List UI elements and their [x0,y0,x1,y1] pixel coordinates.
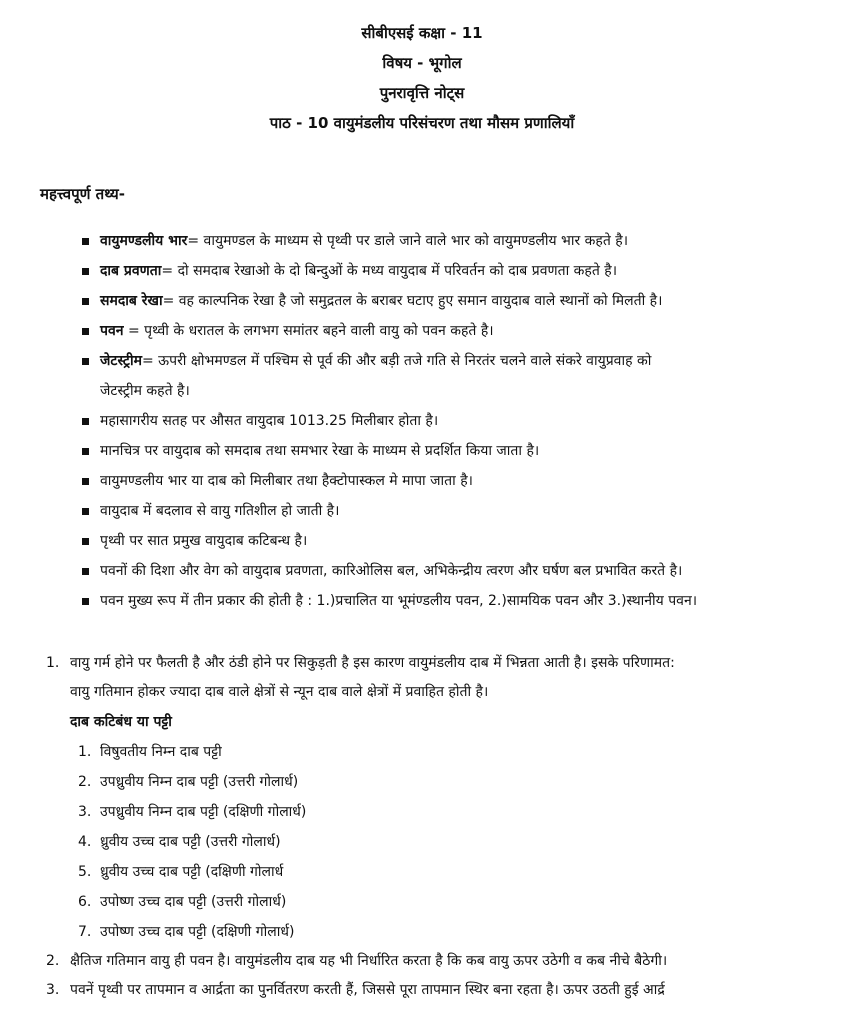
fact-text: पवनों की दिशा और वेग को वायुदाब प्रवणता, कारिओलिस बल, अभिकेन्द्रीय त्वरण और घर्षण बल प्रभावित करते है। [100,563,683,579]
fact-item [80,346,830,406]
point-number: 1. [46,655,60,671]
fact-item [80,436,830,466]
fact-text: पृथ्वी पर सात प्रमुख वायुदाब कटिबन्ध है। [100,533,308,549]
fact-item [80,286,830,316]
belt-item [70,857,836,887]
belt-item [70,797,836,827]
fact-item [80,256,830,286]
belt-text: उपोष्ण उच्च दाब पट्टी (दक्षिणी गोलार्ध) [100,924,295,940]
fact-term: पवन [100,323,124,339]
fact-item [80,316,830,346]
facts-heading: महत्त्वपूर्ण तथ्य- [40,185,125,203]
numbered-points [46,649,836,1005]
belt-text: उपध्रुवीय निम्न दाब पट्टी (उत्तरी गोलार्ध) [100,774,299,790]
belt-number: 5. [78,864,92,880]
fact-text: मानचित्र पर वायुदाब को समदाब तथा समभार रेखा के माध्यम से प्रदर्शित किया जाता है। [100,443,540,459]
pressure-belts-heading: दाब कटिबंध या पट्टी [70,714,172,730]
point-number: 3. [46,982,60,998]
point-1 [46,649,836,947]
fact-text: = वह काल्पनिक रेखा है जो समुद्रतल के बराबर घटाए हुए समान वायुदाब वाले स्थानों को मिलती है। [162,293,663,309]
fact-term: समदाब रेखा [100,293,163,309]
fact-item [80,496,830,526]
square-bullet-icon [82,238,89,245]
fact-item [80,226,830,256]
belt-number: 7. [78,924,92,940]
belt-number: 3. [78,804,92,820]
square-bullet-icon [82,448,89,455]
belt-item [70,827,836,857]
belt-number: 2. [78,774,92,790]
fact-term: दाब प्रवणता [100,263,162,279]
square-bullet-icon [82,538,89,545]
fact-text: महासागरीय सतह पर औसत वायुदाब 1013.25 मिलीबार होता है। [100,413,439,429]
point-text: वायु गर्म होने पर फैलती है और ठंडी होने पर सिकुड़ती है इस कारण वायुमंडलीय दाब में भिन्नता आती है। इसके परिणामत: [70,655,675,671]
point-2 [46,947,836,976]
point-text: क्षैतिज गतिमान वायु ही पवन है। वायुमंडलीय दाब यह भी निर्धारित करता है कि कब वायु ऊपर उठेगी व कब नीचे बैठेगी। [70,953,668,969]
fact-term: जेटस्ट्रीम [100,353,142,369]
fact-text: = पृथ्वी के धरातल के लगभग समांतर बहने वाली वायु को पवन कहते है। [123,323,494,339]
point-number: 2. [46,953,60,969]
belt-number: 6. [78,894,92,910]
belt-number: 1. [78,744,92,760]
facts-list [80,226,830,616]
fact-item [80,466,830,496]
square-bullet-icon [82,568,89,575]
belt-text: ध्रुवीय उच्च दाब पट्टी (उत्तरी गोलार्ध) [100,834,281,850]
fact-term: वायुमण्डलीय भार [100,233,188,249]
fact-text-continued: जेटस्ट्रीम कहते है। [100,383,190,399]
square-bullet-icon [82,268,89,275]
fact-text: = ऊपरी क्षोभमण्डल में पश्चिम से पूर्व की और बड़ी तजे गति से निरतंर चलने वाले संकरे वायुप्रवाह को [141,353,652,369]
belt-item [70,767,836,797]
fact-item [80,556,830,586]
fact-text: = दो समदाब रेखाओ के दो बिन्दुओं के मध्य वायुदाब में परिवर्तन को दाब प्रवणता कहते है। [161,263,618,279]
fact-text: वायुमण्डलीय भार या दाब को मिलीबार तथा हैक्टोपास्कल मे मापा जाता है। [100,473,473,489]
point-3 [46,976,836,1005]
belt-item [70,917,836,947]
document-header [0,18,844,138]
point-text: वायु गतिमान होकर ज्यादा दाब वाले क्षेत्रों से न्यून दाब वाले क्षेत्रों में प्रवाहित होती है। [70,684,489,700]
square-bullet-icon [82,598,89,605]
chapter-title: पाठ - 10 वायुमंडलीय परिसंचरण तथा मौसम प्रणालियाँ [269,114,575,132]
subject-title: विषय - भूगोल [382,54,462,72]
square-bullet-icon [82,508,89,515]
point-text: पवनें पृथ्वी पर तापमान व आर्द्रता का पुनर्वितरण करती हैं, जिससे पूरा तापमान स्थिर बना रहता है। ऊपर उठती हुई आर्द्र [70,982,665,998]
square-bullet-icon [82,478,89,485]
belt-text: उपोष्ण उच्च दाब पट्टी (उत्तरी गोलार्ध) [100,894,287,910]
belt-item [70,887,836,917]
belt-text: ध्रुवीय उच्च दाब पट्टी (दक्षिणी गोलार्ध [100,864,284,880]
belt-text: उपध्रुवीय निम्न दाब पट्टी (दक्षिणी गोलार्ध) [100,804,307,820]
fact-text: वायुदाब में बदलाव से वायु गतिशील हो जाती है। [100,503,340,519]
fact-item [80,586,830,616]
square-bullet-icon [82,418,89,425]
notes-title: पुनरावृत्ति नोट्स [379,84,465,102]
belt-number: 4. [78,834,92,850]
fact-text: = वायुमण्डल के माध्यम से पृथ्वी पर डाले जाने वाले भार को वायुमण्डलीय भार कहते है। [187,233,629,249]
class-title: सीबीएसई कक्षा - 11 [361,24,483,42]
belt-item [70,737,836,767]
square-bullet-icon [82,328,89,335]
square-bullet-icon [82,298,89,305]
fact-item [80,406,830,436]
belt-text: विषुवतीय निम्न दाब पट्टी [100,744,222,760]
fact-text: पवन मुख्य रूप में तीन प्रकार की होती है : 1.)प्रचालित या भूमंण्डलीय पवन, 2.)सामयिक पवन और 3.)स्थानीय पवन। [100,593,698,609]
pressure-belts-list [70,737,836,947]
fact-item [80,526,830,556]
square-bullet-icon [82,358,89,365]
